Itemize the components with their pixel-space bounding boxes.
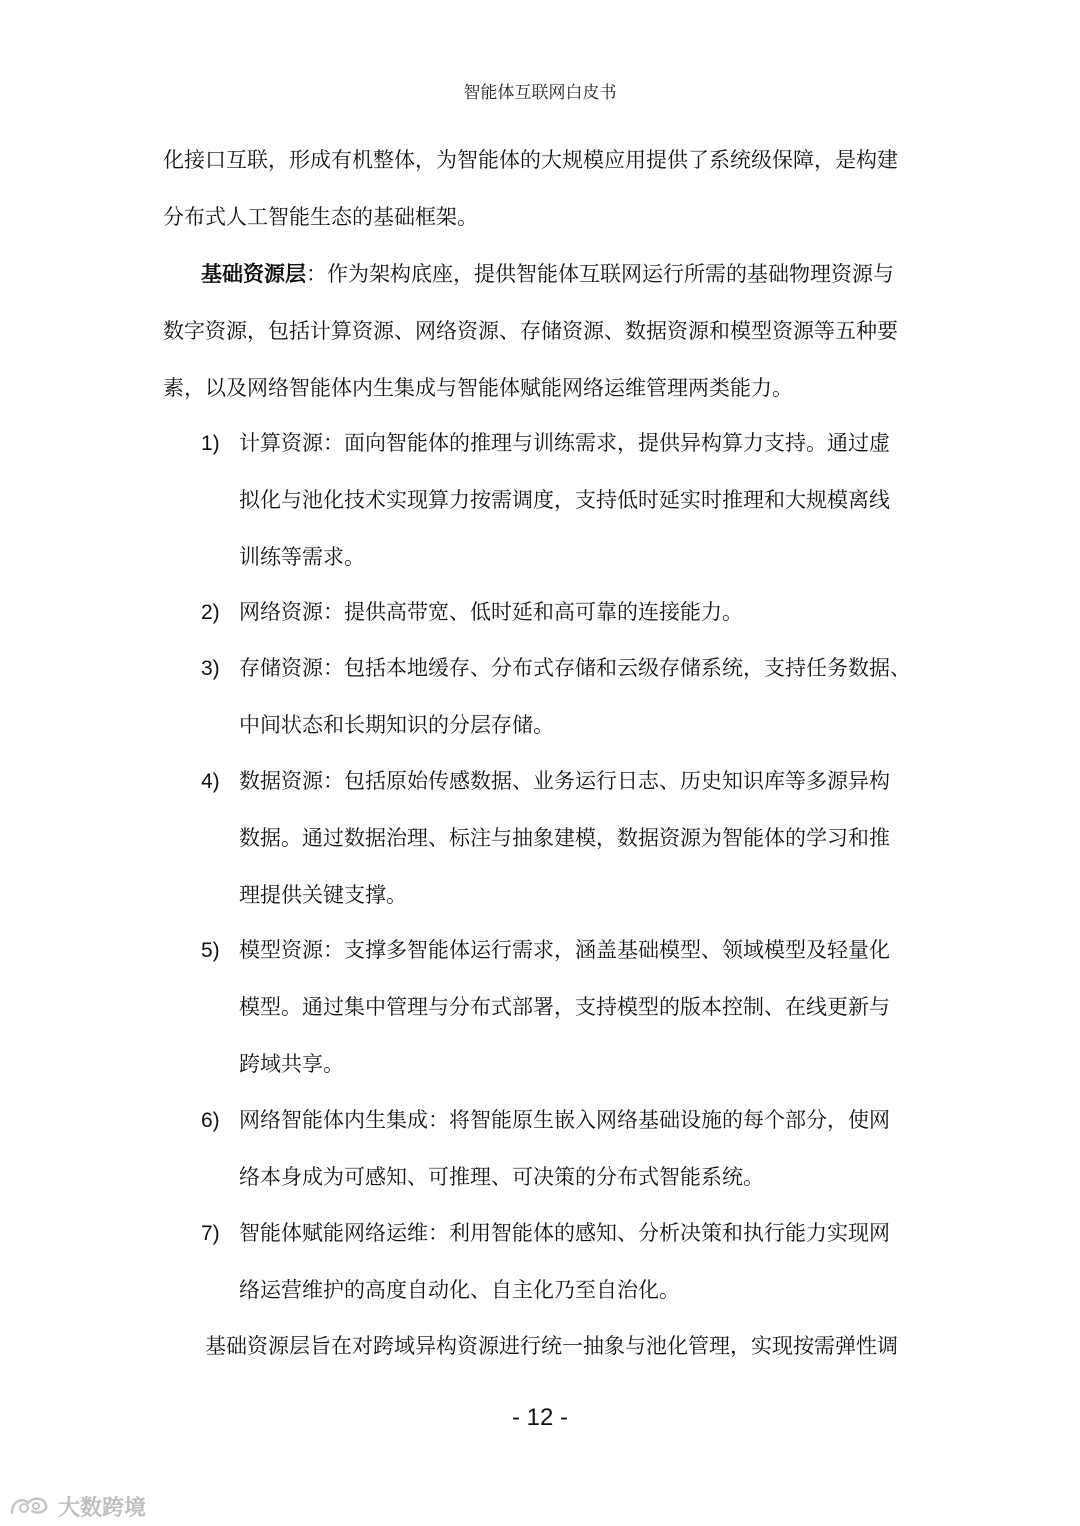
list-item-line: 网络智能体内生集成：将智能原生嵌入网络基础设施的每个部分，使网: [239, 1108, 890, 1132]
list-item-line: 模型资源：支撑多智能体运行需求，涵盖基础模型、领域模型及轻量化: [239, 938, 890, 962]
list-item-text: [239, 584, 921, 641]
list-item-text: [239, 640, 921, 754]
intro-line-2: 分布式人工智能生态的基础框架。: [163, 205, 478, 229]
intro-line-1: 化接口互联，形成有机整体，为智能体的大规模应用提供了系统级保障，是构建: [163, 148, 898, 172]
list-item-line: 网络资源：提供高带宽、低时延和高可靠的连接能力。: [239, 600, 743, 624]
closing-line-1: 基础资源层旨在对跨域异构资源进行统一抽象与池化管理，实现按需弹性调: [205, 1334, 898, 1358]
list-item-number: 5): [201, 939, 220, 962]
list-item-line: 智能体赋能网络运维：利用智能体的感知、分析决策和执行能力实现网: [239, 1221, 890, 1245]
section-line-3: 素，以及网络智能体内生集成与智能体赋能网络运维管理两类能力。: [163, 376, 793, 400]
list-item-line: 计算资源：面向智能体的推理与训练需求，提供异构算力支持。通过虚: [239, 431, 890, 455]
list-item-number: 3): [201, 657, 220, 680]
page-number: - 12 -: [511, 1404, 568, 1431]
list-item-line: 中间状态和长期知识的分层存储。: [239, 713, 554, 737]
section-line-1-rest: ：作为架构底座，提供智能体互联网运行所需的基础物理资源与: [306, 262, 894, 286]
section-term: 基础资源层: [201, 262, 306, 286]
list-item-number: 2): [201, 601, 220, 624]
section-line-2: 数字资源，包括计算资源、网络资源、存储资源、数据资源和模型资源等五种要: [163, 319, 898, 343]
list-item-text: [239, 753, 921, 924]
section-paragraph: [163, 246, 923, 417]
camera-logo-icon: [8, 1493, 52, 1519]
list-item-line: 跨域共享。: [239, 1052, 344, 1076]
section-line-1: [163, 246, 923, 303]
list-item-line: 存储资源：包括本地缓存、分布式存储和云级存储系统，支持任务数据、: [239, 656, 911, 680]
list-item-line: 数据资源：包括原始传感数据、业务运行日志、历史知识库等多源异构: [239, 769, 890, 793]
list-item-line: 拟化与池化技术实现算力按需调度，支持低时延实时推理和大规模离线: [239, 488, 890, 512]
list-item-number: 7): [201, 1222, 220, 1245]
list-item-line: 理提供关键支撑。: [239, 883, 407, 907]
intro-paragraph: [163, 132, 923, 246]
page-header: 智能体互联网白皮书: [463, 83, 617, 103]
list-item-number: 4): [201, 770, 220, 793]
list-item-number: 6): [201, 1109, 220, 1132]
list-item-line: 络本身成为可感知、可推理、可决策的分布式智能系统。: [239, 1165, 764, 1189]
list-item-line: 训练等需求。: [239, 545, 365, 569]
list-item-text: [239, 1205, 921, 1319]
list-item-line: 数据。通过数据治理、标注与抽象建模，数据资源为智能体的学习和推: [239, 826, 890, 850]
list-item-line: 络运营维护的高度自动化、自主化乃至自治化。: [239, 1278, 680, 1302]
closing-paragraph: [163, 1318, 923, 1375]
watermark: [8, 1488, 146, 1524]
list-item-text: [239, 1092, 921, 1206]
list-item-number: 1): [201, 432, 220, 455]
list-item-text: [239, 922, 921, 1093]
list-item-line: 模型。通过集中管理与分布式部署，支持模型的版本控制、在线更新与: [239, 995, 890, 1019]
list-item-text: [239, 415, 921, 586]
watermark-text: 大数跨境: [58, 1495, 147, 1521]
